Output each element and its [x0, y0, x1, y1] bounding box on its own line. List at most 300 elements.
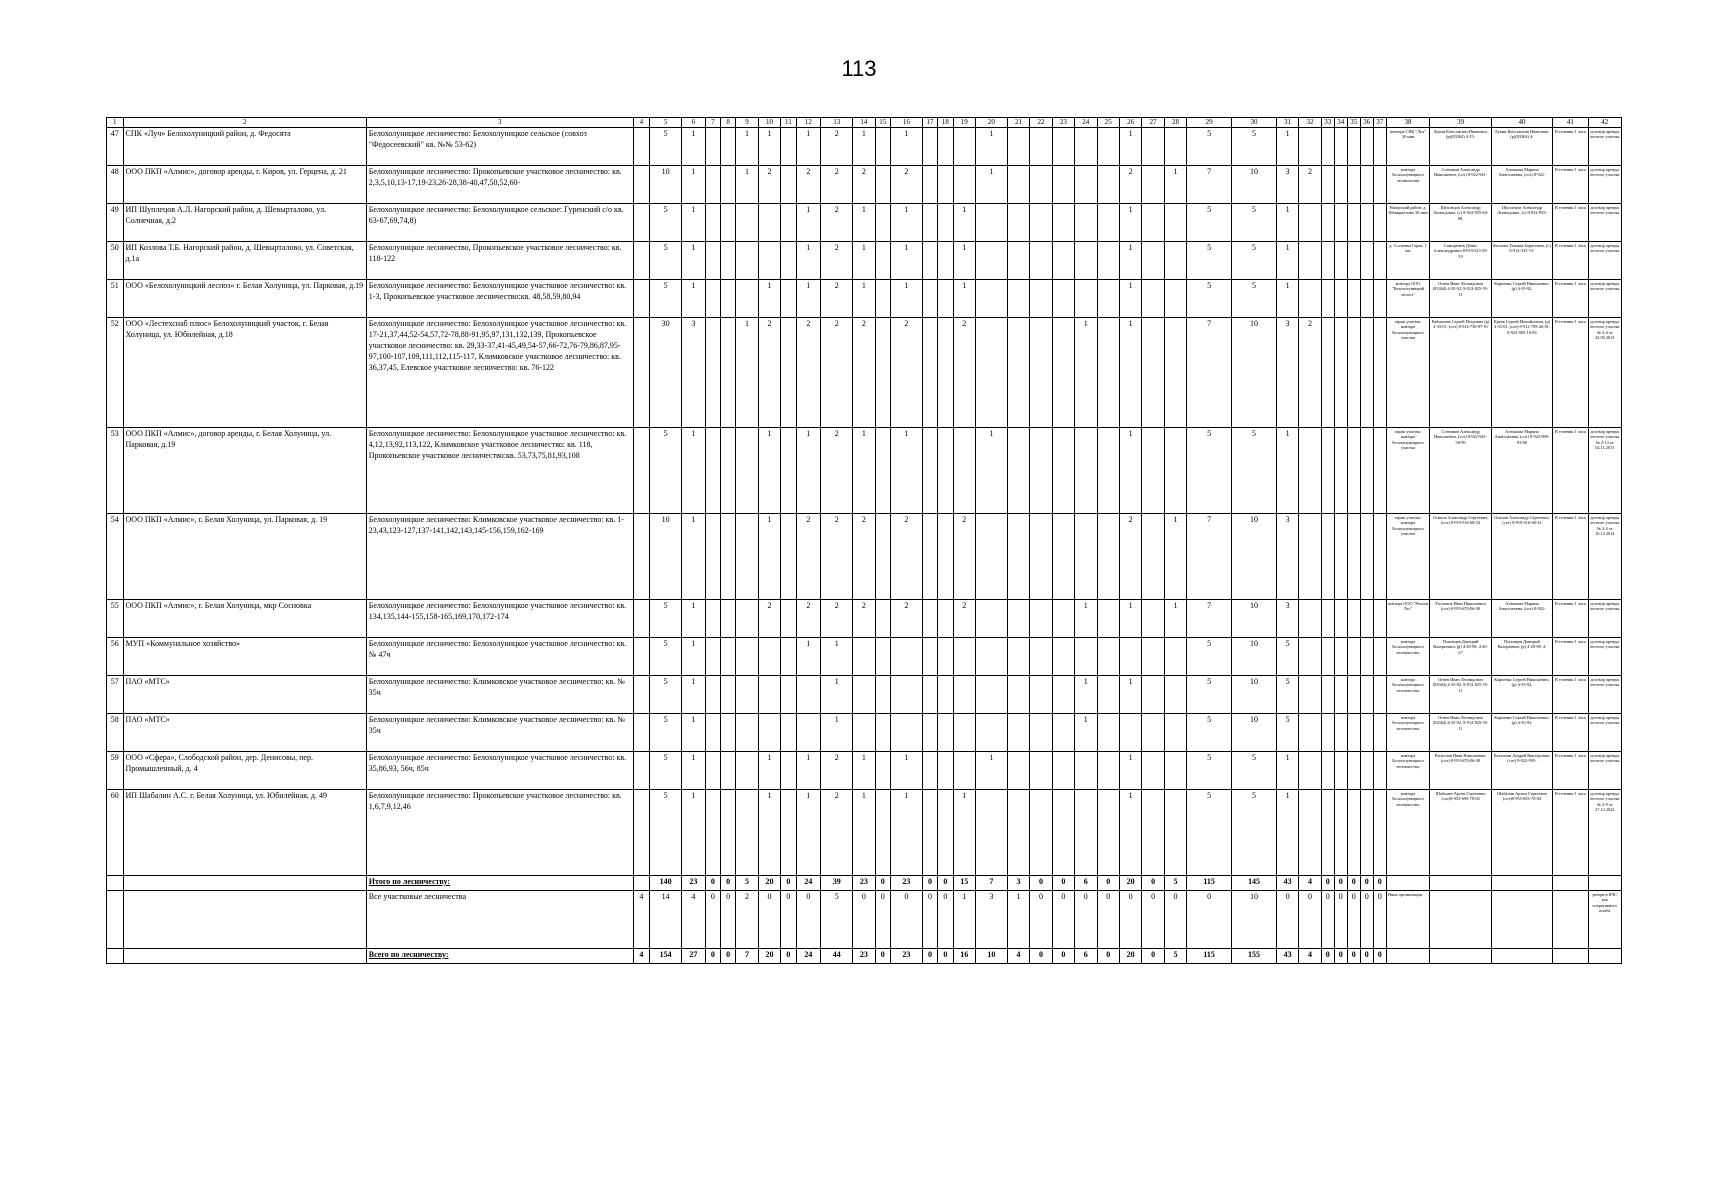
- contact-col-42: договор аренды лесного участка: [1588, 166, 1621, 204]
- total-value-col-15: 0: [875, 876, 890, 891]
- value-cell-col-18: [938, 676, 953, 714]
- value-cell-col-18: [938, 242, 953, 280]
- value-cell-col-4: [633, 428, 650, 514]
- total-value-col-28: 0: [1164, 891, 1186, 949]
- total-value-col-21: 4: [1007, 949, 1029, 964]
- total-value-col-27: 0: [1142, 891, 1164, 949]
- value-cell-col-25: [1097, 752, 1119, 790]
- value-cell-col-11: [781, 204, 796, 242]
- value-cell-col-31: 1: [1276, 790, 1298, 876]
- value-cell-col-4: [633, 676, 650, 714]
- organization-cell: ООО ПКП «Алмис», договор аренды, г. Киров, ул. Герцена, д. 21: [123, 166, 366, 204]
- value-cell-col-24: [1075, 128, 1097, 166]
- total-value-col-25: 0: [1097, 891, 1119, 949]
- value-cell-col-34: [1334, 428, 1347, 514]
- column-number: 25: [1097, 118, 1119, 128]
- total-value-col-23: 0: [1052, 876, 1074, 891]
- total-value-col-13: 39: [821, 876, 853, 891]
- contact-col-38: гараж участка, контора Белохолуницкого участка: [1386, 318, 1430, 428]
- value-cell-col-25: [1097, 128, 1119, 166]
- contact-col-41: В течении 1 часа: [1553, 714, 1588, 752]
- value-cell-col-32: [1299, 752, 1321, 790]
- all-sections-row: [107, 891, 1622, 949]
- value-cell-col-30: 10: [1232, 318, 1277, 428]
- total-value-col-17: 0: [922, 891, 937, 949]
- value-cell-col-27: [1142, 790, 1164, 876]
- value-cell-col-33: [1321, 752, 1334, 790]
- value-cell-col-17: [922, 166, 937, 204]
- value-cell-col-4: [633, 714, 650, 752]
- value-cell-col-7: [705, 714, 720, 752]
- value-cell-col-9: [736, 752, 758, 790]
- value-cell-col-4: [633, 600, 650, 638]
- value-cell-col-8: [721, 128, 736, 166]
- value-cell-col-34: [1334, 676, 1347, 714]
- forestry-cell: Белохолуницкое лесничество: Белохолуницкое участковое лесничество: кв. 134,135,144-155,158-165,169,170,172-174: [366, 600, 633, 638]
- total-contact-col-42: [1588, 876, 1621, 891]
- total-value-col-4: 4: [633, 891, 650, 949]
- value-cell-col-28: [1164, 638, 1186, 676]
- value-cell-col-18: [938, 600, 953, 638]
- value-cell-col-17: [922, 676, 937, 714]
- value-cell-col-6: 1: [682, 280, 706, 318]
- value-cell-col-30: 10: [1232, 166, 1277, 204]
- table-row: [107, 714, 1622, 752]
- total-value-col-35: 0: [1347, 876, 1360, 891]
- contact-col-42: договор аренды лесного участка: [1588, 752, 1621, 790]
- column-number: 5: [650, 118, 682, 128]
- forestry-cell: Белохолуницкое лесничество, Прокопьевское участковое лесничество: кв. 118-122: [366, 242, 633, 280]
- value-cell-col-19: 1: [953, 280, 975, 318]
- column-number: 33: [1321, 118, 1334, 128]
- total-contact-col-41: [1553, 891, 1588, 949]
- table-row: [107, 676, 1622, 714]
- value-cell-col-12: 1: [796, 638, 821, 676]
- total-label: Все участковые лесничества: [366, 891, 633, 949]
- value-cell-col-33: [1321, 242, 1334, 280]
- value-cell-col-8: [721, 166, 736, 204]
- value-cell-col-12: 2: [796, 318, 821, 428]
- value-cell-col-22: [1030, 752, 1052, 790]
- value-cell-col-20: 1: [975, 752, 1007, 790]
- contact-col-38: д. Сосновка Гарек, 1 час: [1386, 242, 1430, 280]
- value-cell-col-30: 10: [1232, 714, 1277, 752]
- value-cell-col-7: [705, 600, 720, 638]
- total-value-col-18: 0: [938, 891, 953, 949]
- value-cell-col-30: 5: [1232, 752, 1277, 790]
- value-cell-col-35: [1347, 790, 1360, 876]
- value-cell-col-32: [1299, 280, 1321, 318]
- value-cell-col-32: [1299, 514, 1321, 600]
- contact-col-40: Креев Сергей Михайлович, (р) 4-33-01, (сот) 8-912-709-26-01, 8-922-905-16-83: [1491, 318, 1552, 428]
- total-value-col-22: 0: [1030, 949, 1052, 964]
- value-cell-col-10: [758, 638, 780, 676]
- value-cell-col-12: 2: [796, 514, 821, 600]
- value-cell-col-29: 5: [1187, 676, 1232, 714]
- value-cell-col-15: [875, 166, 890, 204]
- value-cell-col-5: 5: [650, 752, 682, 790]
- value-cell-col-10: 1: [758, 790, 780, 876]
- value-cell-col-12: 1: [796, 752, 821, 790]
- value-cell-col-10: [758, 242, 780, 280]
- value-cell-col-13: 2: [821, 242, 853, 280]
- value-cell-col-37: [1373, 752, 1386, 790]
- value-cell-col-24: 1: [1075, 318, 1097, 428]
- value-cell-col-9: [736, 714, 758, 752]
- value-cell-col-5: 30: [650, 318, 682, 428]
- contact-col-38: Нагорский район, д. Шевырталово 30 мин: [1386, 204, 1430, 242]
- value-cell-col-16: 1: [890, 242, 922, 280]
- total-contact-col-39: [1430, 891, 1491, 949]
- value-cell-col-19: 1: [953, 242, 975, 280]
- value-cell-col-16: [890, 638, 922, 676]
- value-cell-col-36: [1360, 318, 1373, 428]
- value-cell-col-13: 2: [821, 600, 853, 638]
- table-row: [107, 600, 1622, 638]
- value-cell-col-27: [1142, 166, 1164, 204]
- total-value-col-11: 0: [781, 949, 796, 964]
- value-cell-col-16: 1: [890, 204, 922, 242]
- column-number: 32: [1299, 118, 1321, 128]
- total-value-col-30: 145: [1232, 876, 1277, 891]
- value-cell-col-7: [705, 638, 720, 676]
- value-cell-col-22: [1030, 676, 1052, 714]
- contact-col-38: контора Белохолуницкого лесничества,: [1386, 676, 1430, 714]
- table-row: [107, 514, 1622, 600]
- value-cell-col-28: 1: [1164, 514, 1186, 600]
- value-cell-col-13: 1: [821, 714, 853, 752]
- value-cell-col-30: 10: [1232, 638, 1277, 676]
- value-cell-col-20: [975, 638, 1007, 676]
- total-value-col-14: 23: [853, 876, 875, 891]
- value-cell-col-20: [975, 600, 1007, 638]
- value-cell-col-36: [1360, 638, 1373, 676]
- contact-col-42: договор аренды лесного участка № 2-3 от 10.12.2014: [1588, 514, 1621, 600]
- value-cell-col-29: 7: [1187, 514, 1232, 600]
- value-cell-col-36: [1360, 600, 1373, 638]
- value-cell-col-30: 5: [1232, 280, 1277, 318]
- value-cell-col-10: 2: [758, 600, 780, 638]
- value-cell-col-26: 1: [1119, 242, 1141, 280]
- total-value-col-9: 2: [736, 891, 758, 949]
- column-number: 37: [1373, 118, 1386, 128]
- value-cell-col-14: 1: [853, 428, 875, 514]
- total-value-col-28: 5: [1164, 876, 1186, 891]
- value-cell-col-23: [1052, 280, 1074, 318]
- value-cell-col-34: [1334, 280, 1347, 318]
- value-cell-col-9: [736, 638, 758, 676]
- value-cell-col-23: [1052, 318, 1074, 428]
- total-contact-col-38: Иные организации: [1386, 891, 1430, 949]
- value-cell-col-9: [736, 428, 758, 514]
- value-cell-col-26: 1: [1119, 676, 1141, 714]
- row-number: [107, 949, 124, 964]
- column-number: 40: [1491, 118, 1552, 128]
- value-cell-col-25: [1097, 676, 1119, 714]
- value-cell-col-16: 2: [890, 318, 922, 428]
- forestry-cell: Белохолуницкое лесничество: Белохолуницкое участковое лесничество: кв. № 47ч: [366, 638, 633, 676]
- value-cell-col-15: [875, 514, 890, 600]
- value-cell-col-18: [938, 752, 953, 790]
- value-cell-col-34: [1334, 514, 1347, 600]
- column-number: 9: [736, 118, 758, 128]
- contact-col-40: Осипов Александр Сергеевич, (сот) 8-919-516-68-32: [1491, 514, 1552, 600]
- value-cell-col-27: [1142, 128, 1164, 166]
- total-value-col-31: 43: [1276, 876, 1298, 891]
- value-cell-col-26: 1: [1119, 790, 1141, 876]
- value-cell-col-29: 5: [1187, 752, 1232, 790]
- column-number: 23: [1052, 118, 1074, 128]
- value-cell-col-6: 1: [682, 638, 706, 676]
- total-value-col-14: 0: [853, 891, 875, 949]
- value-cell-col-32: [1299, 242, 1321, 280]
- value-cell-col-37: [1373, 714, 1386, 752]
- value-cell-col-37: [1373, 790, 1386, 876]
- value-cell-col-12: 2: [796, 600, 821, 638]
- value-cell-col-5: 5: [650, 638, 682, 676]
- value-cell-col-15: [875, 714, 890, 752]
- contact-col-41: В течении 1 часа: [1553, 204, 1588, 242]
- value-cell-col-27: [1142, 600, 1164, 638]
- value-cell-col-34: [1334, 600, 1347, 638]
- contact-col-40: Козлова Татьяна Борисовна, (с) 8-912-333-72-: [1491, 242, 1552, 280]
- value-cell-col-28: [1164, 280, 1186, 318]
- value-cell-col-18: [938, 318, 953, 428]
- total-value-col-21: 1: [1007, 891, 1029, 949]
- value-cell-col-33: [1321, 166, 1334, 204]
- total-contact-col-42: резерв в КЧС как оперативного штаба: [1588, 891, 1621, 949]
- value-cell-col-6: 1: [682, 790, 706, 876]
- total-value-col-29: 115: [1187, 949, 1232, 964]
- value-cell-col-11: [781, 790, 796, 876]
- value-cell-col-5: 5: [650, 714, 682, 752]
- value-cell-col-21: [1007, 676, 1029, 714]
- value-cell-col-31: 5: [1276, 638, 1298, 676]
- total-value-col-36: 0: [1360, 876, 1373, 891]
- value-cell-col-28: [1164, 714, 1186, 752]
- column-number: 35: [1347, 118, 1360, 128]
- value-cell-col-14: 2: [853, 166, 875, 204]
- value-cell-col-24: [1075, 280, 1097, 318]
- contact-col-38: контора Белохолуницкого лесничества,: [1386, 752, 1430, 790]
- value-cell-col-17: [922, 428, 937, 514]
- value-cell-col-4: [633, 166, 650, 204]
- value-cell-col-19: 2: [953, 600, 975, 638]
- value-cell-col-16: 2: [890, 166, 922, 204]
- value-cell-col-8: [721, 714, 736, 752]
- value-cell-col-8: [721, 676, 736, 714]
- contact-col-39: Огнев Иван Леонидович (83364) 4-35-92, 8-912-825-55-11: [1430, 280, 1491, 318]
- total-value-col-24: 6: [1075, 876, 1097, 891]
- value-cell-col-10: 1: [758, 514, 780, 600]
- value-cell-col-15: [875, 128, 890, 166]
- total-contact-col-40: [1491, 876, 1552, 891]
- contact-col-42: договор аренды лесного участка: [1588, 638, 1621, 676]
- column-number: 36: [1360, 118, 1373, 128]
- value-cell-col-22: [1030, 318, 1052, 428]
- total-value-col-35: 0: [1347, 891, 1360, 949]
- value-cell-col-29: 5: [1187, 428, 1232, 514]
- total-value-col-5: 140: [650, 876, 682, 891]
- forestry-cell: Белохолуницкое лесничество: Прокопьевское участковое лесничество: кв. 2,3,5,10,13-17,19-23,26-28,38-40,47,50,52,60-: [366, 166, 633, 204]
- value-cell-col-32: [1299, 714, 1321, 752]
- organization-cell: ПАО «МТС»: [123, 714, 366, 752]
- value-cell-col-16: 2: [890, 514, 922, 600]
- value-cell-col-26: [1119, 714, 1141, 752]
- organization-cell: [123, 949, 366, 964]
- value-cell-col-21: [1007, 428, 1029, 514]
- value-cell-col-5: 5: [650, 242, 682, 280]
- total-value-col-10: 20: [758, 876, 780, 891]
- value-cell-col-31: 3: [1276, 166, 1298, 204]
- column-number: 18: [938, 118, 953, 128]
- value-cell-col-10: [758, 714, 780, 752]
- table-row: [107, 638, 1622, 676]
- contact-col-38: контора ООО "Регион Лес": [1386, 600, 1430, 638]
- total-value-col-4: [633, 876, 650, 891]
- value-cell-col-25: [1097, 514, 1119, 600]
- value-cell-col-26: 1: [1119, 318, 1141, 428]
- value-cell-col-20: [975, 790, 1007, 876]
- total-contact-col-39: [1430, 949, 1491, 964]
- value-cell-col-19: [953, 128, 975, 166]
- contact-col-42: договор аренды лесного участка: [1588, 714, 1621, 752]
- value-cell-col-8: [721, 600, 736, 638]
- value-cell-col-34: [1334, 242, 1347, 280]
- value-cell-col-18: [938, 204, 953, 242]
- value-cell-col-24: [1075, 790, 1097, 876]
- organization-cell: ИП Козлова Т.Б. Нагорский район, д. Шевырталово, ул. Советская, д.1а: [123, 242, 366, 280]
- value-cell-col-37: [1373, 166, 1386, 204]
- value-cell-col-23: [1052, 128, 1074, 166]
- contact-col-42: договор аренды лесного участка № 2-4 от 25.09.2013: [1588, 318, 1621, 428]
- value-cell-col-6: 1: [682, 752, 706, 790]
- contact-col-40: Алтыкова Марина Анатольевна, (сот) 8-922-: [1491, 600, 1552, 638]
- total-value-col-33: 0: [1321, 949, 1334, 964]
- value-cell-col-18: [938, 428, 953, 514]
- value-cell-col-13: 2: [821, 514, 853, 600]
- column-number: 3: [366, 118, 633, 128]
- contact-col-39: Сотников Александр Николаевич, (сот) 8-922-941-: [1430, 166, 1491, 204]
- value-cell-col-32: [1299, 638, 1321, 676]
- value-cell-col-19: [953, 428, 975, 514]
- value-cell-col-9: [736, 242, 758, 280]
- value-cell-col-22: [1030, 514, 1052, 600]
- total-value-col-29: 0: [1187, 891, 1232, 949]
- value-cell-col-11: [781, 166, 796, 204]
- value-cell-col-13: 2: [821, 128, 853, 166]
- column-number: 13: [821, 118, 853, 128]
- value-cell-col-22: [1030, 128, 1052, 166]
- value-cell-col-23: [1052, 714, 1074, 752]
- table-row: [107, 166, 1622, 204]
- row-number: [107, 876, 124, 891]
- value-cell-col-4: [633, 204, 650, 242]
- forestry-cell: Белохолуницкое лесничество: Белохолуницкое участковое лесничество: кв. 35,86,93, 56ч, 85ч: [366, 752, 633, 790]
- column-number: 4: [633, 118, 650, 128]
- column-number: 7: [705, 118, 720, 128]
- organization-cell: ООО «Белохолуницкий леспоз» г. Белая Холуница, ул. Парковая, д.19: [123, 280, 366, 318]
- value-cell-col-5: 5: [650, 428, 682, 514]
- value-cell-col-19: 2: [953, 514, 975, 600]
- value-cell-col-31: 5: [1276, 676, 1298, 714]
- value-cell-col-25: [1097, 600, 1119, 638]
- value-cell-col-23: [1052, 166, 1074, 204]
- total-value-col-15: 0: [875, 891, 890, 949]
- row-number: [107, 891, 124, 949]
- contact-col-39: Шуплецов Александр Леонидович, (с) 8-922-955-63-68,: [1430, 204, 1491, 242]
- value-cell-col-16: 1: [890, 428, 922, 514]
- value-cell-col-26: 1: [1119, 280, 1141, 318]
- value-cell-col-6: 1: [682, 600, 706, 638]
- value-cell-col-18: [938, 280, 953, 318]
- value-cell-col-15: [875, 204, 890, 242]
- contact-col-38: контора Белохолуницкого лесничества,: [1386, 790, 1430, 876]
- total-value-col-32: 4: [1299, 876, 1321, 891]
- value-cell-col-24: [1075, 242, 1097, 280]
- value-cell-col-15: [875, 318, 890, 428]
- contact-col-41: В течении 1 часа: [1553, 428, 1588, 514]
- contact-col-39: Самодюков Денис Александрович 8-919-523-59-19: [1430, 242, 1491, 280]
- value-cell-col-13: 2: [821, 752, 853, 790]
- value-cell-col-21: [1007, 752, 1029, 790]
- value-cell-col-33: [1321, 600, 1334, 638]
- column-number: 10: [758, 118, 780, 128]
- value-cell-col-5: 10: [650, 514, 682, 600]
- forestry-cell: Белохолуницкое лесничество: Белохолуницкое сельское: Гуренский с/о кв. 63-67,69,74,8): [366, 204, 633, 242]
- total-value-col-20: 3: [975, 891, 1007, 949]
- value-cell-col-17: [922, 752, 937, 790]
- contact-col-40: Поповцев Дмитрий Валерьевич, (р) 4-20-98, 4-: [1491, 638, 1552, 676]
- organization-cell: [123, 876, 366, 891]
- value-cell-col-35: [1347, 318, 1360, 428]
- total-value-col-15: 0: [875, 949, 890, 964]
- value-cell-col-22: [1030, 638, 1052, 676]
- value-cell-col-32: 2: [1299, 318, 1321, 428]
- value-cell-col-30: 5: [1232, 242, 1277, 280]
- value-cell-col-5: 5: [650, 600, 682, 638]
- value-cell-col-21: [1007, 166, 1029, 204]
- value-cell-col-24: [1075, 514, 1097, 600]
- value-cell-col-34: [1334, 638, 1347, 676]
- value-cell-col-13: 2: [821, 790, 853, 876]
- organization-cell: ИП Шуплецов А.Л. Нагорский район, д. Шевырталово, ул. Солнечная, д.2: [123, 204, 366, 242]
- value-cell-col-27: [1142, 204, 1164, 242]
- value-cell-col-12: 1: [796, 204, 821, 242]
- value-cell-col-7: [705, 166, 720, 204]
- value-cell-col-28: 1: [1164, 600, 1186, 638]
- value-cell-col-35: [1347, 428, 1360, 514]
- value-cell-col-12: 1: [796, 280, 821, 318]
- value-cell-col-8: [721, 242, 736, 280]
- forestry-cell: Белохолуницкое лесничество: Белохолуницкое сельское (совхоз "Федосеевский" кв. №№ 53-62): [366, 128, 633, 166]
- value-cell-col-37: [1373, 638, 1386, 676]
- value-cell-col-7: [705, 204, 720, 242]
- total-value-col-22: 0: [1030, 891, 1052, 949]
- total-forestry-row: [107, 876, 1622, 891]
- total-value-col-26: 20: [1119, 876, 1141, 891]
- value-cell-col-18: [938, 638, 953, 676]
- table-row: [107, 318, 1622, 428]
- total-value-col-11: 0: [781, 891, 796, 949]
- column-number: 31: [1276, 118, 1298, 128]
- contact-col-40: Шабалин Артем Сергеевич (сот)8-953-693-70-04: [1491, 790, 1552, 876]
- total-value-col-12: 24: [796, 949, 821, 964]
- value-cell-col-20: [975, 714, 1007, 752]
- total-value-col-16: 23: [890, 876, 922, 891]
- value-cell-col-5: 10: [650, 166, 682, 204]
- value-cell-col-17: [922, 714, 937, 752]
